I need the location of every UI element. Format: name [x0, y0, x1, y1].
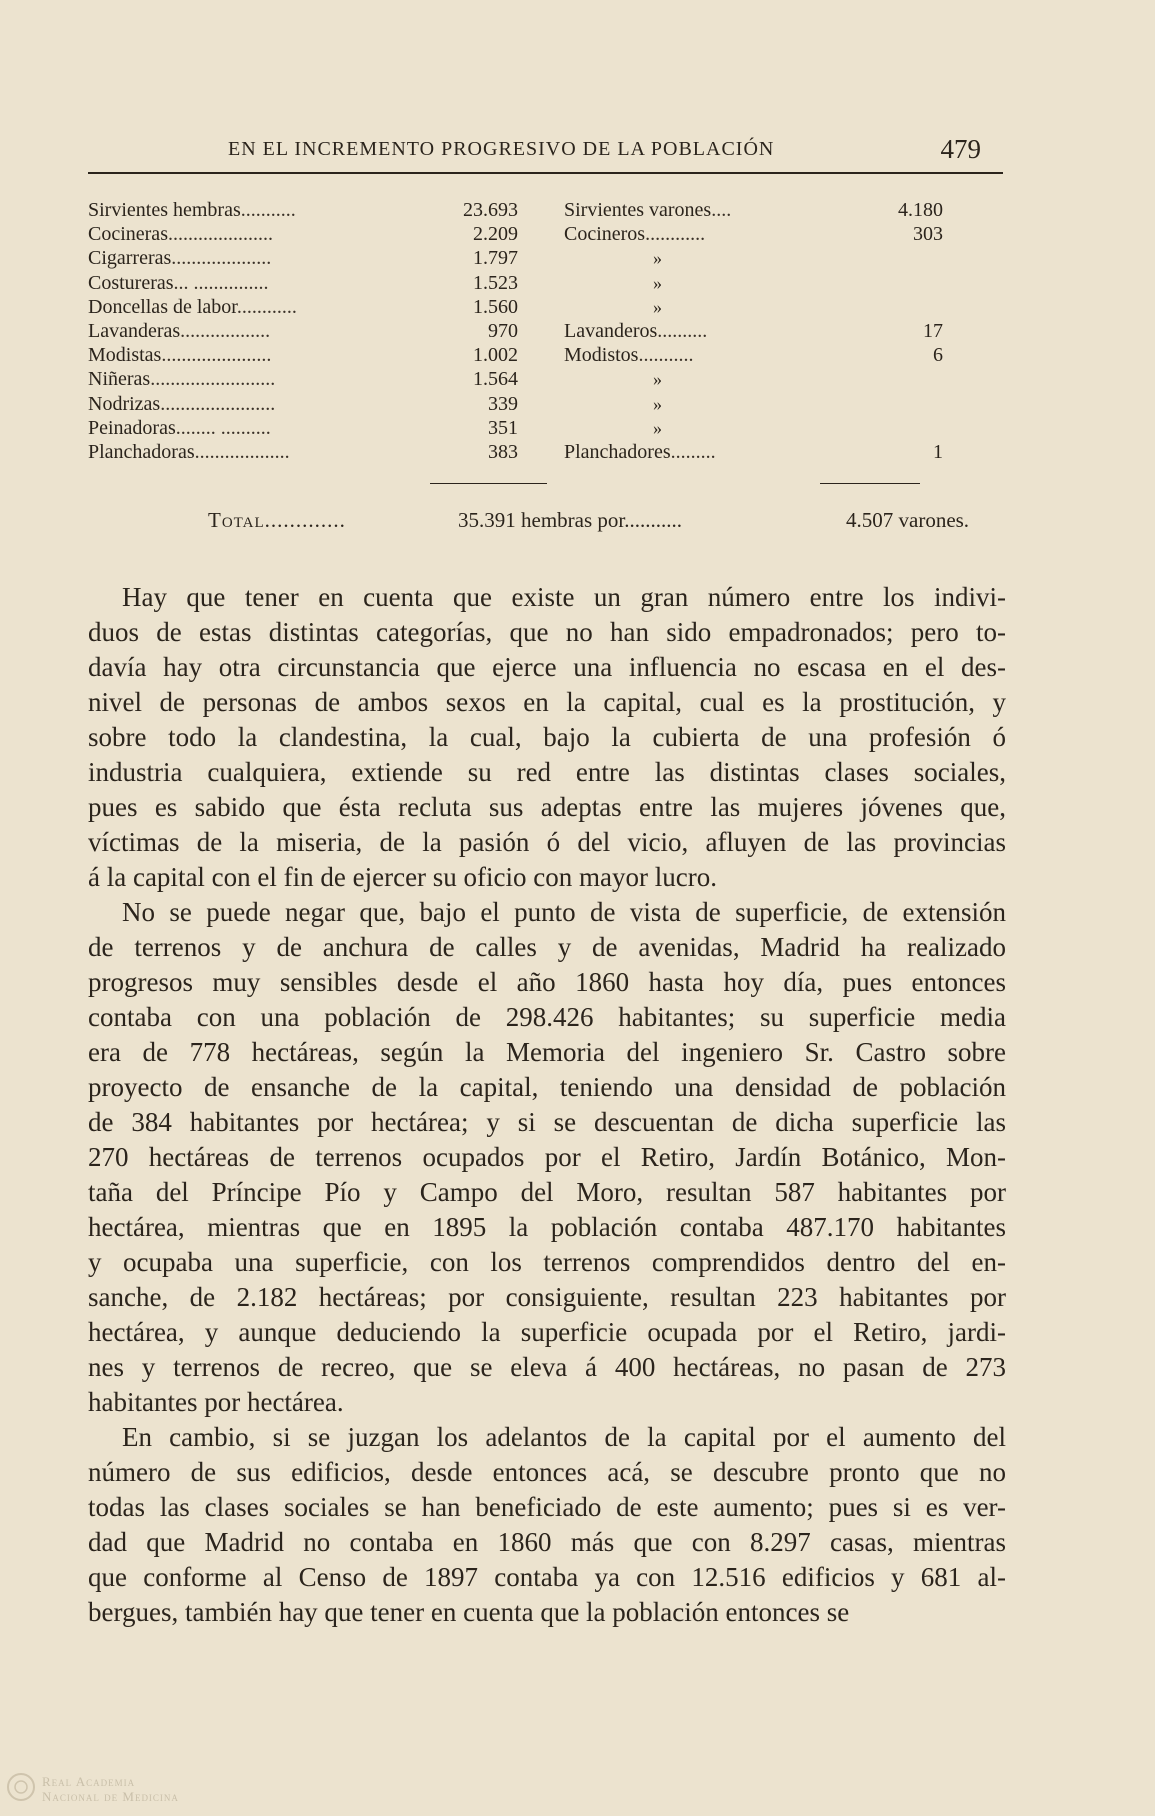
table-row — [88, 392, 1018, 416]
text-line: nivel de personas de ambos sexos en la capital, cual es la prostitución, y — [88, 687, 1006, 717]
male-sum-rule — [820, 483, 920, 484]
male-count: 6 — [933, 344, 943, 367]
text-line: víctimas de la miseria, de la pasión ó del vicio, afluyen de las provincias — [88, 827, 1006, 857]
text-line: á la capital con el fin de ejercer su oficio con mayor lucro. — [88, 862, 717, 892]
female-count: 970 — [488, 320, 518, 342]
text-line: hectárea, mientras que en 1895 la población contaba 487.170 habitantes — [88, 1212, 1006, 1242]
text-line: proyecto de ensanche de la capital, teniendo una densidad de población — [88, 1072, 1006, 1102]
text-line: pues es sabido que ésta recluta sus adeptas entre las mujeres jóvenes que, — [88, 792, 1006, 822]
page-number: 479 — [940, 134, 981, 164]
female-occupation: Cocineras..................... — [88, 223, 273, 246]
female-occupation: Nodrizas....................... — [88, 392, 276, 415]
text-line: sanche, de 2.182 hectáreas; por consiguiente, resultan 223 habitantes por — [88, 1282, 1006, 1312]
female-count: 383 — [488, 441, 518, 463]
table-row — [88, 246, 1018, 270]
table-row — [88, 319, 1018, 343]
text-line: davía hay otra circunstancia que ejerce una influencia no escasa en el des- — [88, 652, 1006, 682]
text-line: todas las clases sociales se han beneficiado de este aumento; pues si es ver- — [88, 1492, 1006, 1522]
text-line: contaba con una población de 298.426 habitantes; su superficie media — [88, 1002, 1006, 1032]
male-occupation: Sirvientes varones.... — [564, 199, 732, 221]
female-occupation: Modistas...................... — [88, 344, 272, 367]
male-occupation: Lavanderos.......... — [564, 320, 708, 342]
female-occupation: Doncellas de labor............ — [88, 295, 297, 318]
total-label: Total............. — [208, 508, 346, 532]
table-row — [88, 367, 1018, 391]
text-line: de terrenos y de anchura de calles y de avenidas, Madrid ha realizado — [88, 932, 1006, 962]
running-head — [88, 134, 1003, 166]
text-line: dad que Madrid no contaba en 1860 más que con 8.297 casas, mientras — [88, 1527, 1006, 1557]
text-line: duos de estas distintas categorías, que no han sido empadronados; pero to- — [88, 617, 1006, 647]
running-title: EN EL INCREMENTO PROGRESIVO DE LA POBLACIÓN — [228, 138, 775, 160]
ditto-mark: » — [653, 248, 662, 269]
male-count: 17 — [923, 320, 943, 342]
text-line: No se puede negar que, bajo el punto de vista de superficie, de extensión — [122, 897, 1006, 927]
female-occupation: Peinadoras........ .......... — [88, 416, 271, 439]
female-count: 1.797 — [473, 247, 518, 270]
male-count: 1 — [933, 441, 943, 463]
female-count: 1.523 — [473, 271, 518, 294]
female-occupation: Planchadoras................... — [88, 441, 290, 463]
text-line: Hay que tener en cuenta que existe un gran número entre los indivi- — [122, 582, 1006, 612]
ditto-mark: » — [653, 296, 662, 317]
table-row — [88, 440, 1018, 464]
body-text — [88, 580, 1006, 1630]
female-occupation: Cigarreras.................... — [88, 247, 272, 270]
female-count: 1.564 — [473, 368, 518, 391]
text-line: de 384 habitantes por hectárea; y si se descuentan de dicha superficie las — [88, 1107, 1006, 1137]
table-row — [88, 343, 1018, 367]
text-line: industria cualquiera, extiende su red entre las distintas clases sociales, — [88, 757, 1006, 787]
female-sum-rule — [430, 483, 547, 484]
table-row — [88, 271, 1018, 295]
text-line: que conforme al Censo de 1897 contaba ya con 12.516 edificios y 681 al- — [88, 1562, 1006, 1592]
female-occupation: Costureras... ............... — [88, 271, 269, 294]
text-line: taña del Príncipe Pío y Campo del Moro, resultan 587 habitantes por — [88, 1177, 1006, 1207]
female-count: 2.209 — [473, 223, 518, 246]
text-line: hectárea, y aunque deduciendo la superficie ocupada por el Retiro, jardi- — [88, 1317, 1006, 1347]
text-line: número de sus edificios, desde entonces acá, se descubre pronto que no — [88, 1457, 1006, 1487]
total-row — [88, 506, 1018, 534]
total-male: 4.507 varones. — [846, 508, 970, 532]
academy-stamp: Real Academia Nacional de Medicina — [42, 1774, 179, 1804]
male-occupation: Modistos........... — [564, 344, 694, 367]
female-occupation: Sirvientes hembras........... — [88, 199, 296, 221]
ditto-mark: » — [653, 393, 662, 414]
ditto-mark: » — [653, 272, 662, 293]
female-count: 339 — [488, 392, 518, 415]
text-line: nes y terrenos de recreo, que se eleva á 400 hectáreas, no pasan de 273 — [88, 1352, 1006, 1382]
male-count: 4.180 — [898, 199, 943, 221]
ditto-mark: » — [653, 369, 662, 390]
total-female: 35.391 hembras por........... — [458, 508, 682, 532]
text-line: progresos muy sensibles desde el año 1860 hasta hoy día, pues entonces — [88, 967, 1006, 997]
table-row — [88, 198, 1018, 222]
text-line: sobre todo la clandestina, la cual, bajo la cubierta de una profesión ó — [88, 722, 1006, 752]
table-row — [88, 222, 1018, 246]
ditto-mark: » — [653, 417, 662, 438]
text-line: era de 778 hectáreas, según la Memoria del ingeniero Sr. Castro sobre — [88, 1037, 1006, 1067]
male-occupation: Cocineros............ — [564, 223, 706, 246]
table-row — [88, 416, 1018, 440]
female-occupation: Niñeras......................... — [88, 368, 276, 391]
text-line: y ocupaba una superficie, con los terrenos comprendidos dentro del en- — [88, 1247, 1006, 1277]
table-row — [88, 295, 1018, 319]
academy-seal-icon — [6, 1772, 36, 1802]
male-count: 303 — [913, 223, 943, 246]
text-line: habitantes por hectárea. — [88, 1387, 344, 1417]
female-count: 1.560 — [473, 295, 518, 318]
female-count: 23.693 — [463, 199, 518, 221]
text-line: bergues, también hay que tener en cuenta que la población entonces se — [88, 1597, 850, 1627]
male-occupation: Planchadores......... — [564, 441, 716, 463]
female-count: 1.002 — [473, 344, 518, 367]
female-count: 351 — [488, 416, 518, 439]
header-rule — [88, 172, 1003, 174]
female-occupation: Lavanderas.................. — [88, 320, 271, 342]
text-line: En cambio, si se juzgan los adelantos de la capital por el aumento del — [122, 1422, 1006, 1452]
text-line: 270 hectáreas de terrenos ocupados por el Retiro, Jardín Botánico, Mon- — [88, 1142, 1006, 1172]
